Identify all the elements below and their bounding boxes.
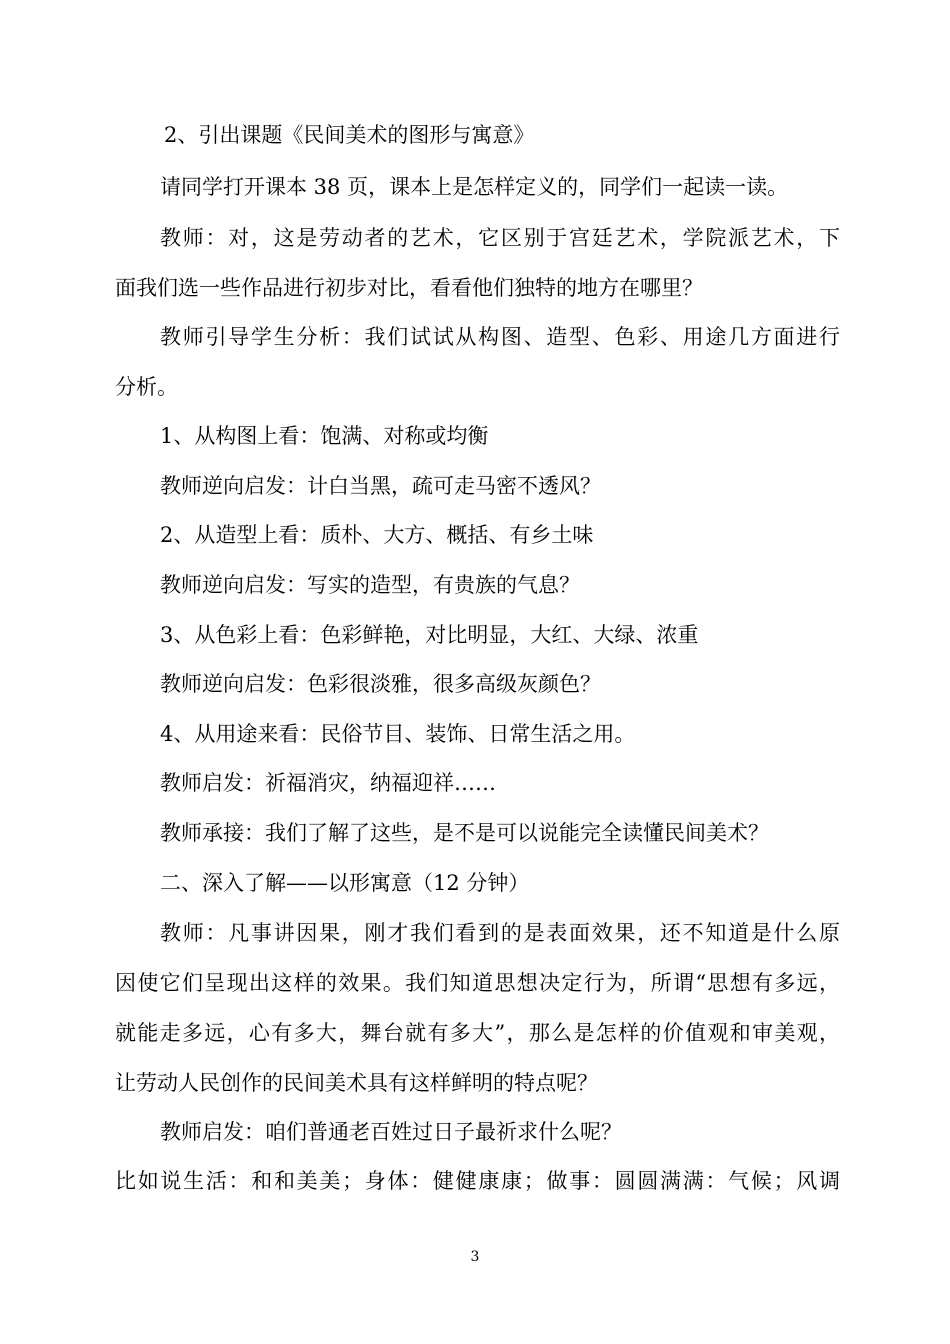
text-line: 教师逆向启发：计白当黑，疏可走马密不透风？ (160, 474, 601, 498)
text-line: 教师启发：祈福消灾，纳福迎祥…… (160, 771, 496, 795)
text-line: 2、引出课题《民间美术的图形与寓意》 (164, 123, 535, 147)
text-line: 教师承接：我们了解了这些，是不是可以说能完全读懂民间美术？ (160, 821, 769, 845)
page-number: 3 (470, 1249, 480, 1265)
section-heading: 二、深入了解——以形寓意（12 分钟） (160, 871, 530, 895)
text-line: 1、从构图上看：饱满、对称或均衡 (160, 424, 489, 448)
text-line: 3、从色彩上看：色彩鲜艳，对比明显，大红、大绿、浓重 (160, 623, 699, 647)
text-line: 教师启发：咱们普通老百姓过日子最祈求什么呢？ (160, 1120, 622, 1144)
text-line: 比如说生活：和和美美；身体：健健康康；做事：圆圆满满：气候；风调 (115, 1169, 840, 1193)
text-line: 教师：凡事讲因果，刚才我们看到的是表面效果，还不知道是什么原 (160, 921, 840, 945)
text-line: 分析。 (115, 375, 178, 399)
text-line: 让劳动人民创作的民间美术具有这样鲜明的特点呢？ (115, 1071, 598, 1095)
text-line: 因使它们呈现出这样的效果。我们知道思想决定行为，所谓“思想有多远， (115, 971, 840, 995)
text-line: 教师逆向启发：色彩很淡雅，很多高级灰颜色？ (160, 672, 601, 696)
text-line: 4、从用途来看：民俗节目、装饰、日常生活之用。 (160, 722, 636, 746)
text-line: 教师引导学生分析：我们试试从构图、造型、色彩、用途几方面进行 (160, 325, 840, 349)
text-line: 教师逆向启发：写实的造型，有贵族的气息？ (160, 573, 580, 597)
text-line: 面我们选一些作品进行初步对比，看看他们独特的地方在哪里？ (115, 276, 703, 300)
text-line: 就能走多远，心有多大，舞台就有多大”，那么是怎样的价值观和审美观， (115, 1021, 840, 1045)
text-line: 请同学打开课本 38 页，课本上是怎样定义的，同学们一起读一读。 (160, 175, 789, 199)
text-line: 教师：对，这是劳动者的艺术，它区别于宫廷艺术，学院派艺术，下 (160, 226, 840, 250)
text-line: 2、从造型上看：质朴、大方、概括、有乡土味 (160, 523, 594, 547)
